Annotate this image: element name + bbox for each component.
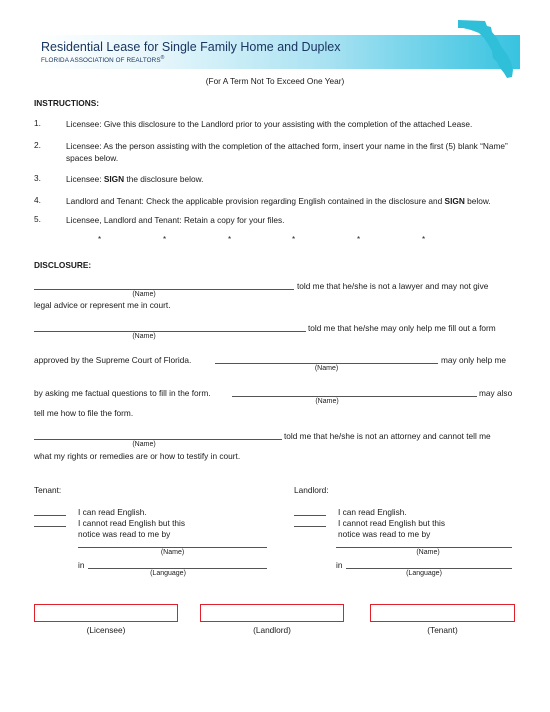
in-label: in <box>336 560 343 570</box>
florida-map-icon <box>455 18 519 80</box>
statement-text: what my rights or remedies are or how to testify in court. <box>34 451 241 461</box>
instruction-number: 2. <box>34 140 41 150</box>
statement-text: told me that he/she is not a lawyer and may not give <box>297 281 489 291</box>
licensee-name-field-4[interactable] <box>232 396 477 397</box>
separator-star: * <box>422 235 426 244</box>
instruction-number: 5. <box>34 214 41 224</box>
name-caption: (Name) <box>416 549 440 556</box>
statement-text: may only help me <box>441 355 507 365</box>
language-caption: (Language) <box>406 570 442 577</box>
registered-mark: ® <box>160 55 165 61</box>
tenant-cannot-read-text: I cannot read English but this <box>78 518 186 528</box>
association-name: FLORIDA ASSOCIATION OF REALTORS® <box>41 55 165 65</box>
form-title: Residential Lease for Single Family Home and Duplex <box>41 40 341 54</box>
licensee-signature-box[interactable] <box>34 604 178 622</box>
tenant-cannot-read-text: notice was read to me by <box>78 529 171 539</box>
name-caption: (Name) <box>132 441 156 448</box>
tenant-language-field[interactable] <box>88 568 267 569</box>
statement-text: told me that he/she is not an attorney and cannot tell me <box>284 431 491 441</box>
statement-text: may also <box>479 388 513 398</box>
landlord-language-field[interactable] <box>346 568 512 569</box>
tenant-can-read-checkbox[interactable] <box>34 515 66 516</box>
tenant-signature-caption: (Tenant) <box>427 625 458 635</box>
instruction-number: 4. <box>34 195 41 205</box>
instruction-text: Licensee: As the person assisting with the completion of the attached form, insert your name in the first (5) blank “Name” spaces below. <box>66 141 508 163</box>
statement-text: by asking me factual questions to fill in the form. <box>34 388 211 398</box>
name-caption: (Name) <box>315 398 339 405</box>
instruction-text: Licensee: Give this disclosure to the Landlord prior to your assisting with the completion of the attached Lease. <box>66 119 473 129</box>
language-caption: (Language) <box>150 570 186 577</box>
landlord-cannot-read-text: I cannot read English but this <box>338 518 446 528</box>
instruction-number: 1. <box>34 118 41 128</box>
separator-star: * <box>228 235 232 244</box>
tenant-reader-name-field[interactable] <box>78 547 267 548</box>
landlord-reader-name-field[interactable] <box>336 547 512 548</box>
landlord-cannot-read-checkbox[interactable] <box>294 526 326 527</box>
instruction-text: Landlord and Tenant: Check the applicable provision regarding English contained in the disclosure and SIGN below. <box>66 196 491 206</box>
name-caption: (Name) <box>132 333 156 340</box>
licensee-name-field-5[interactable] <box>34 439 282 440</box>
disclosure-heading: DISCLOSURE: <box>34 260 92 270</box>
landlord-can-read-text: I can read English. <box>338 507 407 517</box>
tenant-signature-box[interactable] <box>370 604 515 622</box>
statement-text: legal advice or represent me in court. <box>34 300 171 310</box>
statement-text: tell me how to file the form. <box>34 408 134 418</box>
statement-text: told me that he/she may only help me fill out a form <box>308 323 496 333</box>
separator-star: * <box>292 235 296 244</box>
name-caption: (Name) <box>314 365 339 372</box>
instructions-heading: INSTRUCTIONS: <box>34 98 99 108</box>
tenant-can-read-text: I can read English. <box>78 507 147 517</box>
statement-text: approved by the Supreme Court of Florida. <box>34 355 192 365</box>
tenant-cannot-read-checkbox[interactable] <box>34 526 66 527</box>
licensee-signature-caption: (Licensee) <box>86 625 126 635</box>
instruction-text: Licensee: SIGN the disclosure below. <box>66 174 204 184</box>
licensee-name-field-1[interactable] <box>34 289 294 290</box>
landlord-signature-caption: (Landlord) <box>253 625 291 635</box>
tenant-label: Tenant: <box>34 485 62 495</box>
separator-star: * <box>163 235 167 244</box>
name-caption: (Name) <box>132 291 156 298</box>
landlord-label: Landlord: <box>294 485 329 495</box>
separator-star: * <box>357 235 361 244</box>
instruction-number: 3. <box>34 173 41 183</box>
landlord-can-read-checkbox[interactable] <box>294 515 326 516</box>
landlord-cannot-read-text: notice was read to me by <box>338 529 431 539</box>
landlord-signature-box[interactable] <box>200 604 344 622</box>
separator-star: * <box>98 235 102 244</box>
licensee-name-field-2[interactable] <box>34 331 306 332</box>
form-subtitle: (For A Term Not To Exceed One Year) <box>205 76 345 86</box>
licensee-name-field-3[interactable] <box>215 363 438 364</box>
instruction-text: Licensee, Landlord and Tenant: Retain a copy for your files. <box>66 215 285 225</box>
name-caption: (Name) <box>160 549 185 556</box>
in-label: in <box>78 560 85 570</box>
